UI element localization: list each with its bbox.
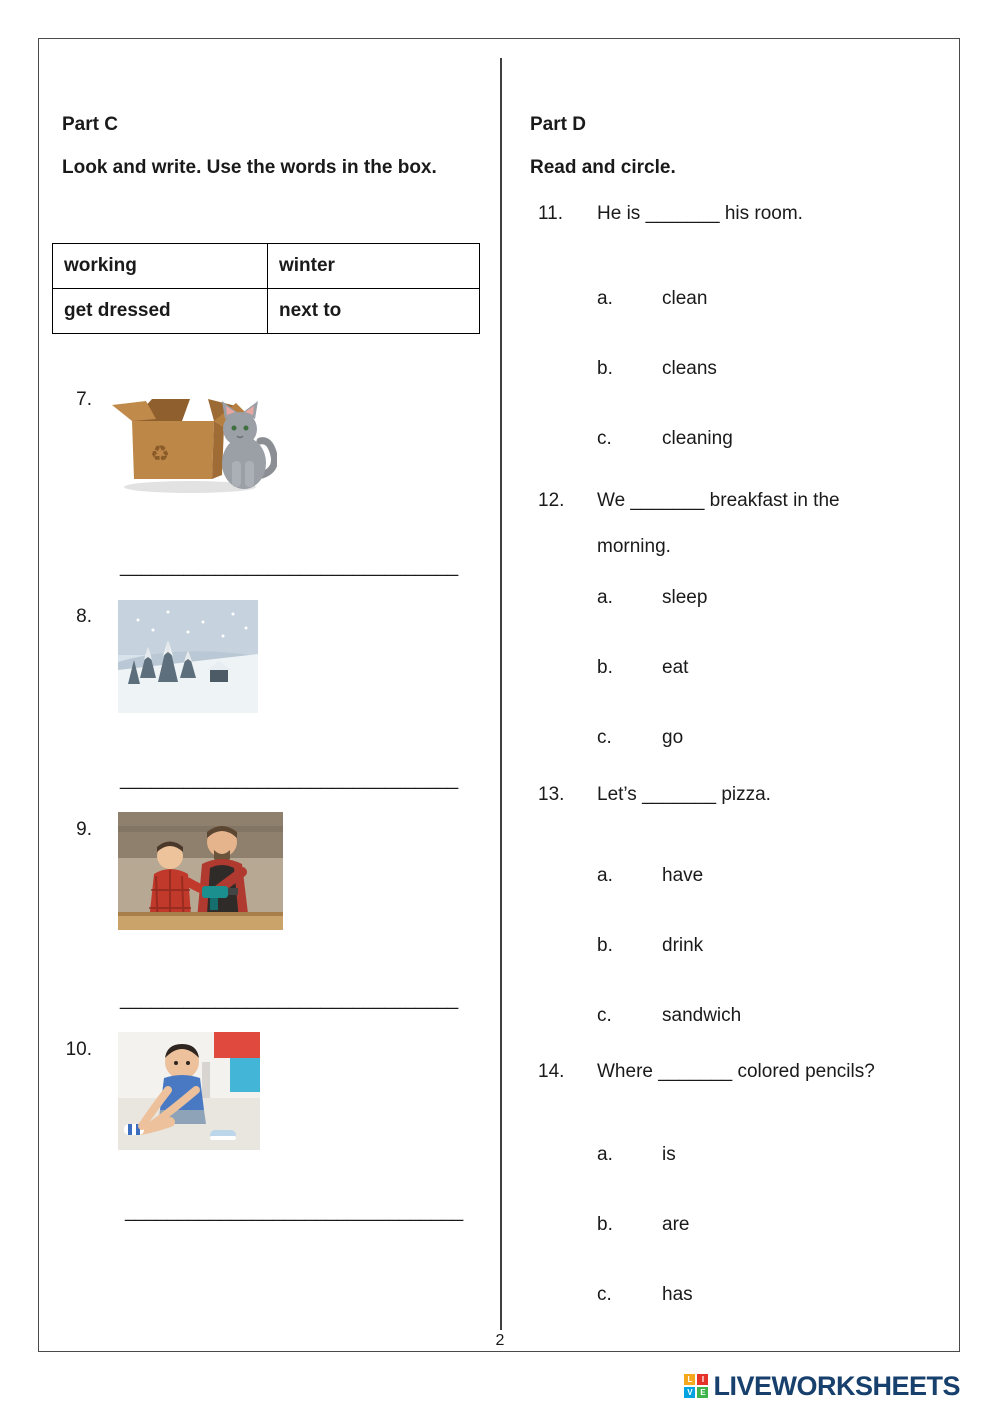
item-number: 10. (65, 1039, 92, 1060)
option-label: a. (597, 865, 613, 886)
option-label: a. (597, 288, 613, 309)
item-number: 9. (76, 819, 92, 840)
part-c-instructions: Look and write. Use the words in the box. (62, 157, 437, 178)
option-label: a. (597, 1144, 613, 1165)
question-text: We _______ breakfast in the morning. (597, 490, 840, 557)
option-row[interactable] (597, 427, 733, 450)
option-row[interactable] (597, 287, 707, 310)
brand-text: LIVEWORKSHEETS (713, 1371, 960, 1401)
option-label: c. (597, 727, 612, 748)
logo-square-e: E (697, 1387, 708, 1398)
item-number: 7. (76, 389, 92, 410)
option-row[interactable] (597, 1143, 676, 1166)
working-with-drill-image (118, 812, 283, 930)
option-text: cleans (662, 358, 717, 379)
answer-line[interactable]: ________________________________ (125, 1201, 464, 1222)
liveworksheets-logo (684, 1372, 960, 1400)
option-label: b. (597, 935, 613, 956)
question-text: He is _______ his room. (597, 203, 803, 224)
option-text: go (662, 727, 684, 748)
option-row[interactable] (597, 586, 707, 609)
liveworksheets-logo-icon (684, 1374, 708, 1398)
option-row[interactable] (597, 1213, 689, 1236)
option-row[interactable] (597, 1004, 741, 1027)
option-row[interactable] (597, 656, 688, 679)
question-text: Let’s _______ pizza. (597, 784, 771, 805)
part-c-title: Part C (62, 114, 118, 135)
part-d-title: Part D (530, 114, 586, 135)
option-text: has (662, 1284, 693, 1305)
option-text: drink (662, 935, 704, 956)
option-row[interactable] (597, 864, 703, 887)
option-label: c. (597, 1005, 612, 1026)
answer-line[interactable]: ________________________________ (120, 989, 459, 1010)
logo-square-i: I (697, 1374, 708, 1385)
option-text: is (662, 1144, 676, 1165)
option-row[interactable] (597, 934, 703, 957)
option-row[interactable] (597, 726, 683, 749)
option-label: b. (597, 657, 613, 678)
svg-text:♻: ♻ (150, 441, 170, 466)
question-number: 12. (538, 490, 565, 511)
word-box-table (52, 243, 480, 334)
word-box-cell: winter (268, 244, 480, 289)
page-number: 2 (495, 1332, 505, 1349)
get-dressed-image (118, 1032, 260, 1150)
word-box-cell: get dressed (53, 289, 268, 334)
option-row[interactable] (597, 357, 717, 380)
option-text: are (662, 1214, 690, 1235)
part-d-instructions: Read and circle. (530, 157, 676, 178)
option-text: cleaning (662, 428, 733, 449)
option-row[interactable] (597, 1283, 693, 1306)
option-text: have (662, 865, 704, 886)
question-number: 11. (538, 203, 564, 224)
logo-square-v: V (684, 1387, 695, 1398)
word-box-row (53, 289, 480, 334)
word-box-row (53, 244, 480, 289)
question-number: 14. (538, 1061, 565, 1082)
logo-square-l: L (684, 1374, 695, 1385)
winter-landscape-image (118, 600, 258, 713)
word-box-cell: next to (268, 289, 480, 334)
option-label: c. (597, 1284, 612, 1305)
option-text: eat (662, 657, 689, 678)
option-text: sleep (662, 587, 708, 608)
cat-next-to-box-image (112, 383, 277, 495)
question-text: Where _______ colored pencils? (597, 1061, 875, 1082)
option-text: clean (662, 288, 708, 309)
option-label: a. (597, 587, 613, 608)
option-label: b. (597, 358, 613, 379)
option-label: c. (597, 428, 612, 449)
question-number: 13. (538, 784, 565, 805)
answer-line[interactable]: ________________________________ (120, 769, 459, 790)
column-divider (500, 58, 502, 1330)
answer-line[interactable]: ________________________________ (120, 556, 459, 577)
item-number: 8. (76, 606, 92, 627)
option-label: b. (597, 1214, 613, 1235)
option-text: sandwich (662, 1005, 742, 1026)
word-box-cell: working (53, 244, 268, 289)
